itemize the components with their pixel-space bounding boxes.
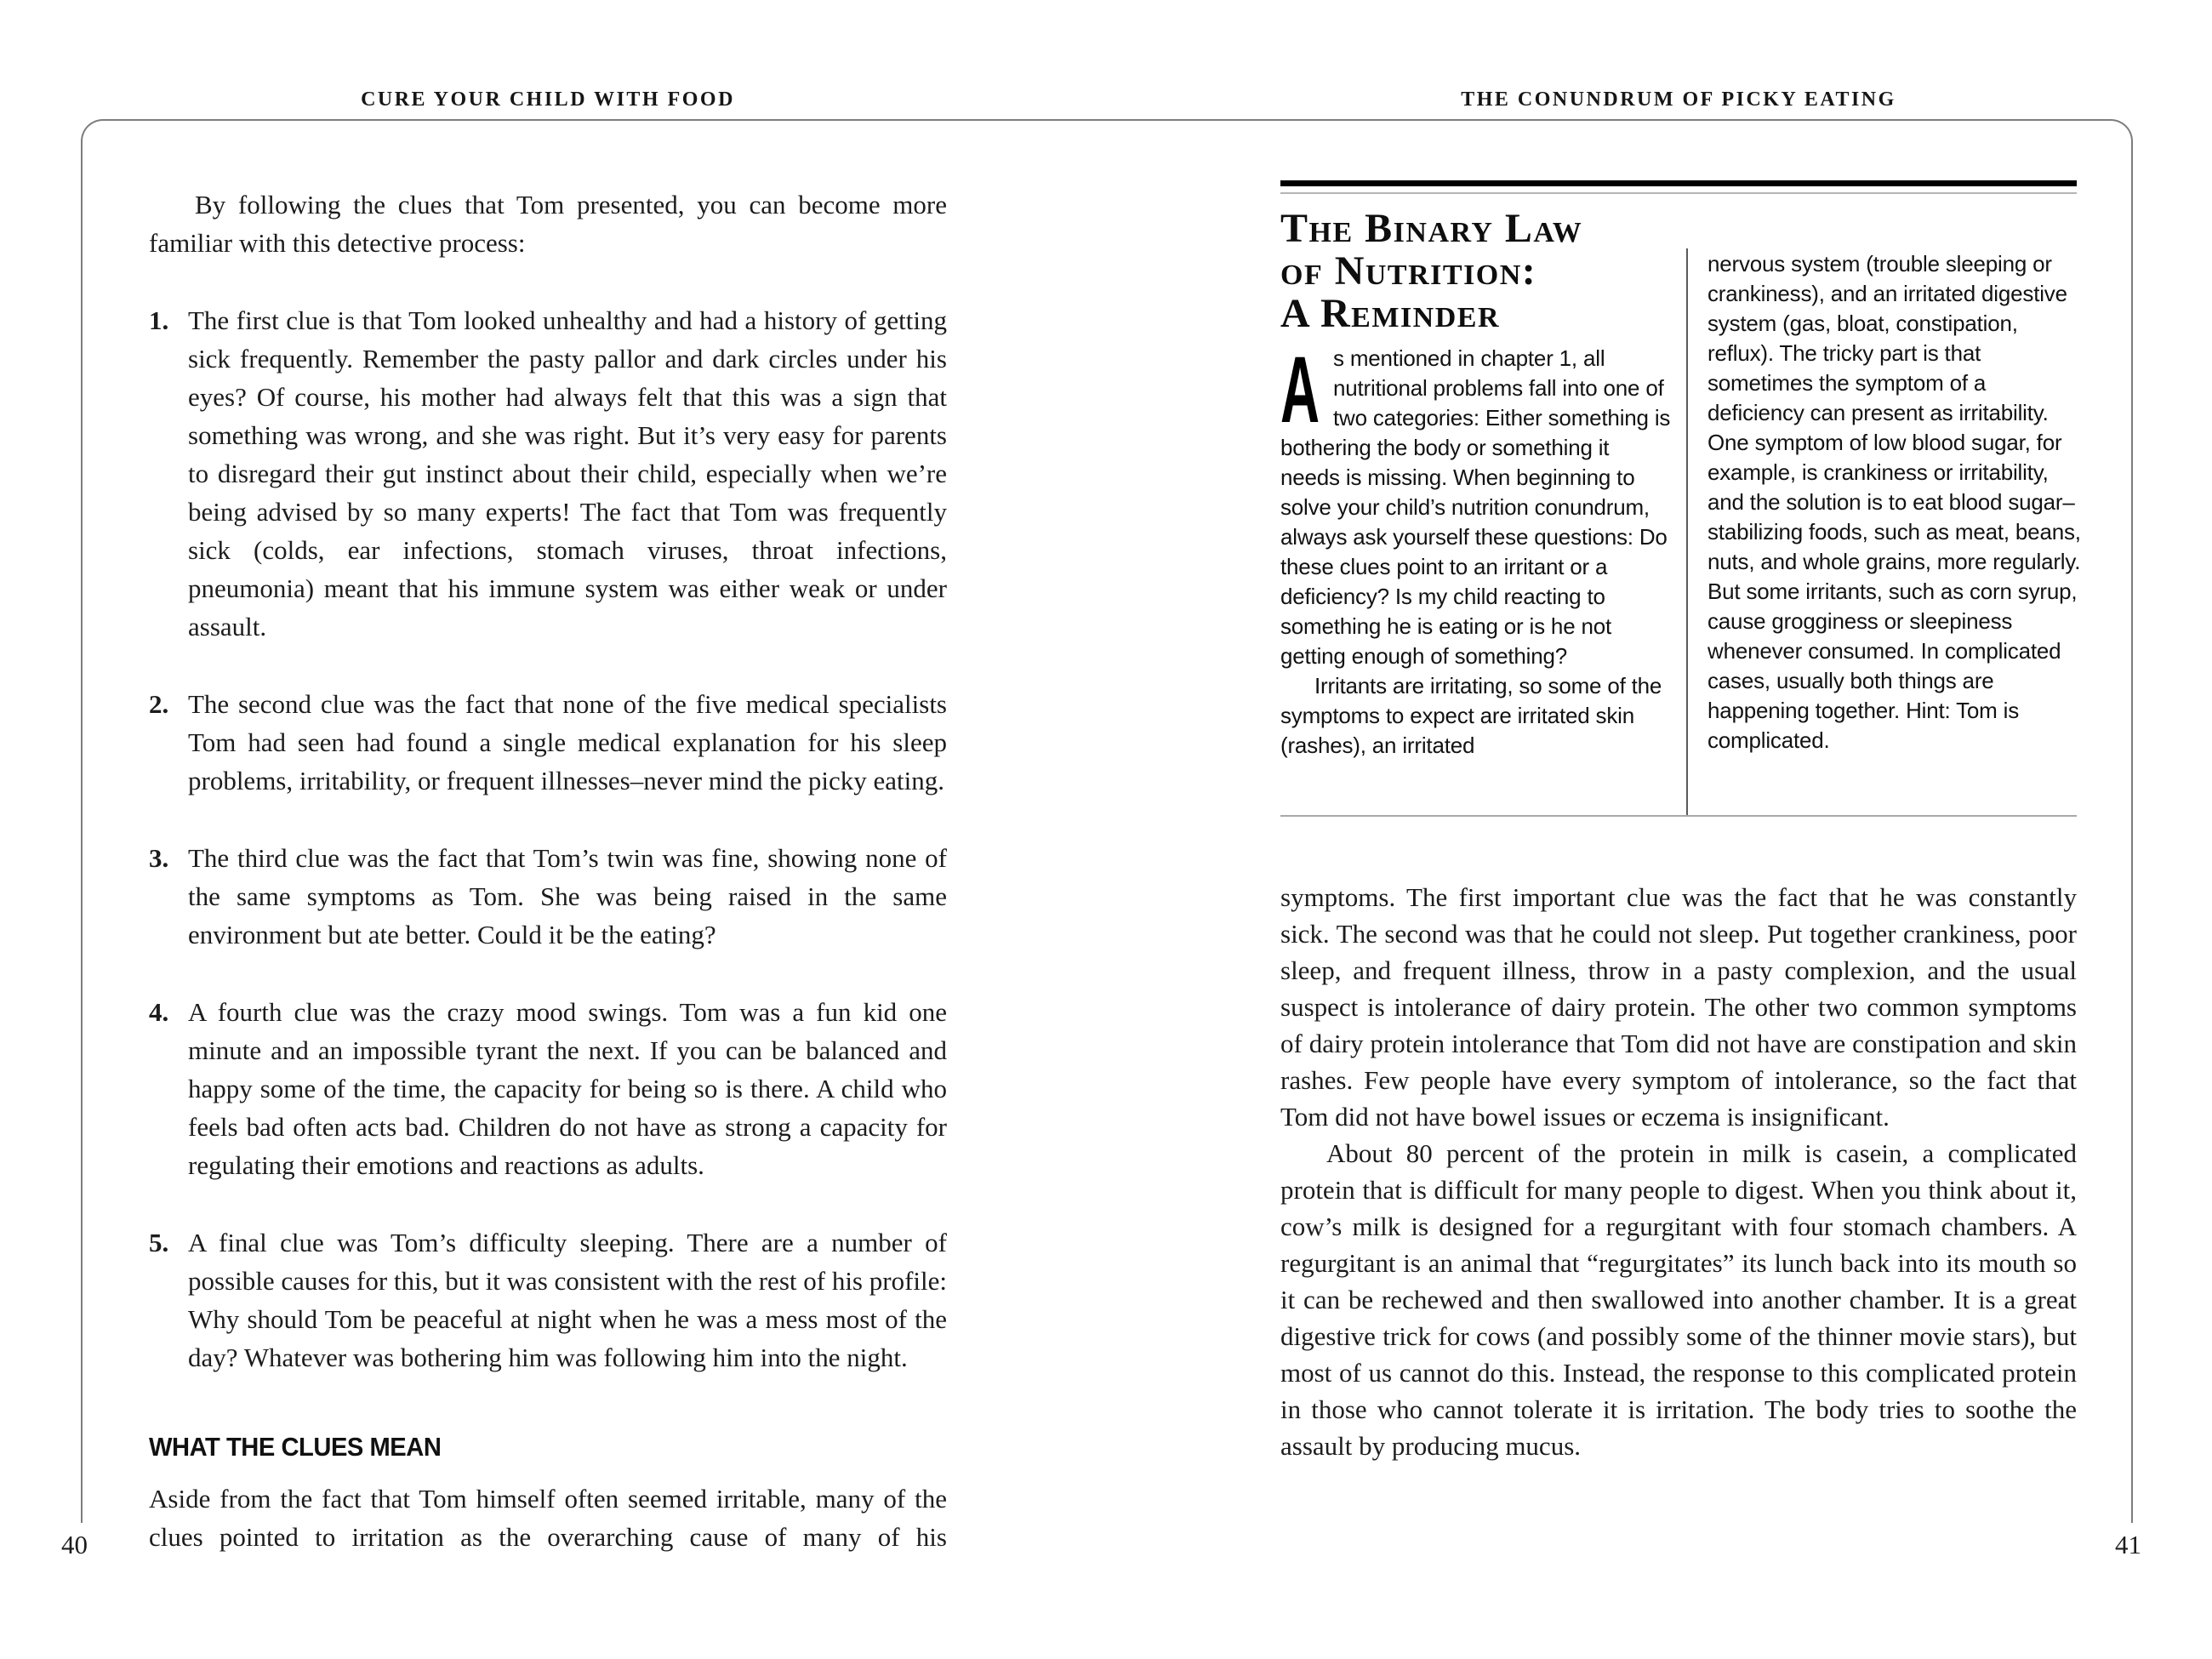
sidebar-column-divider [1686, 248, 1688, 817]
list-item-3 [149, 839, 947, 954]
left-running-head: CURE YOUR CHILD WITH FOOD [361, 88, 735, 111]
list-text: A final clue was Tom’s difficulty sleeping. There are a number of possible causes for this, but it was consistent with the rest of his profile: Why should Tom be peaceful at night when he was a mess most of the day? Whatever was bothering him was following him into the night. [188, 1228, 947, 1372]
list-number: 1. [149, 305, 169, 335]
body-paragraph-1: symptoms. The first important clue was the fact that he was constantly sick. The second was that he could not sleep. Put together crankiness, poor sleep, and frequent illness, throw in a pasty complexion, and the usual suspect is intolerance of dairy protein. The other two common symptoms of dairy protein intolerance that Tom did not have are constipation and skin rashes. Few people have every symptom of intolerance, so the fact that Tom did not have bowel issues or eczema is insignificant. [1280, 882, 2077, 1132]
right-running-head: THE CONUNDRUM OF PICKY EATING [1461, 88, 1896, 111]
list-text: A fourth clue was the crazy mood swings. Tom was a fun kid one minute and an impossible tyrant the next. If you can be balanced and happy some of the time, the capacity for being so is there. A child who feels bad often acts bad. Children do not have as strong a capacity for regulating their emotions and reactions as adults. [188, 997, 947, 1180]
list-text: The third clue was the fact that Tom’s twin was fine, showing none of the same symptoms as Tom. She was being raised in the same environment but ate better. Could it be the eating? [188, 843, 947, 949]
sidebar-paragraph-2: Irritants are irritating, so some of the symptoms to expect are irritated skin (rashes), an irritated [1280, 673, 1662, 758]
sidebar-column-left [1280, 338, 1673, 761]
right-page-body [1280, 879, 2077, 1464]
sidebar-column-right: nervous system (trouble sleeping or crankiness), and an irritated digestive system (gas, bloat, constipation, reflux). The tricky part is that sometimes the symptom of a deficiency can present as irritability. One symptom of low blood sugar, for example, is crankiness or irritability, and the solution is to eat blood sugar–stabilizing foods, such as meat, beans, nuts, and whole grains, more regularly. But some irritants, such as corn syrup, cause grogginess or sleepiness whenever consumed. In complicated cases, usually both things are happening together. Hint: Tom is complicated. [1707, 251, 2081, 753]
list-item-4 [149, 993, 947, 1184]
page-number-right: 41 [2115, 1530, 2141, 1559]
body-paragraph-2: About 80 percent of the protein in milk is casein, a complicated protein that is difficult for many people to digest. When you think about it, cow’s milk is designed for a regurgitant with four stomach chambers. A regurgitant is an animal that “regurgitates” its lunch back into its mouth so it can be rechewed and then swallowed into another chamber. It is a great digestive trick for cows (and possibly some of the thinner movie stars), but most of us cannot do this. Instead, the response to this complicated protein in those who cannot tolerate it is irritation. The body tries to soothe the assault by producing mucus. [1280, 1138, 2077, 1461]
sidebar-title-line1: The Binary Law [1280, 206, 1583, 251]
sidebar-title [1280, 208, 1680, 335]
section-paragraph: Aside from the fact that Tom himself often seemed irritable, many of the clues pointed to irritation as the overarching cause of many of his [149, 1484, 947, 1552]
list-number: 5. [149, 1228, 169, 1257]
page-number-left: 40 [61, 1530, 88, 1559]
list-item-2 [149, 685, 947, 800]
list-item-1 [149, 301, 947, 646]
drop-cap: A [1280, 338, 1320, 442]
list-item-5 [149, 1223, 947, 1377]
list-number: 3. [149, 843, 169, 873]
sidebar-title-line2: of Nutrition: [1280, 248, 1537, 294]
list-text: The first clue is that Tom looked unhealthy and had a history of getting sick frequently. Remember the pasty pallor and dark circles under his eyes? Of course, his mother had always felt that this was a sign that something was wrong, and she was right. But it’s very easy for parents to disregard their gut instinct about their child, especially when we’re being advised by so many experts! The fact that Tom was frequently sick (colds, ear infections, stomach viruses, throat infections, pneumonia) meant that his immune system was either weak or under assault. [188, 305, 947, 641]
sidebar-title-line3: A Reminder [1280, 291, 1501, 336]
sidebar-paragraph-1-text: s mentioned in chapter 1, all nutritional problems fall into one of two categories: Either something is bothering the body or something it needs is missing. When beginning to solve your child’s nutrition conundrum, always ask yourself these questions: Do these clues point to an irritant or a deficiency? Is my child reacting to something he is eating or is he not getting enough of something? [1280, 345, 1671, 669]
list-number: 4. [149, 997, 169, 1027]
section-heading: WHAT THE CLUES MEAN [149, 1432, 442, 1462]
sidebar-bottom-rule [1280, 815, 2077, 817]
left-page-body [149, 185, 947, 1556]
intro-paragraph: By following the clues that Tom presented, you can become more familiar with this detective process: [149, 190, 947, 258]
sidebar-top-rule-thin [1280, 192, 2077, 194]
list-number: 2. [149, 689, 169, 719]
sidebar-top-rule [1280, 180, 2077, 186]
sidebar-paragraph-1 [1280, 338, 1673, 671]
list-text: The second clue was the fact that none of the five medical specialists Tom had seen had found a single medical explanation for his sleep problems, irritability, or frequent illnesses–never mind the picky eating. [188, 689, 947, 795]
